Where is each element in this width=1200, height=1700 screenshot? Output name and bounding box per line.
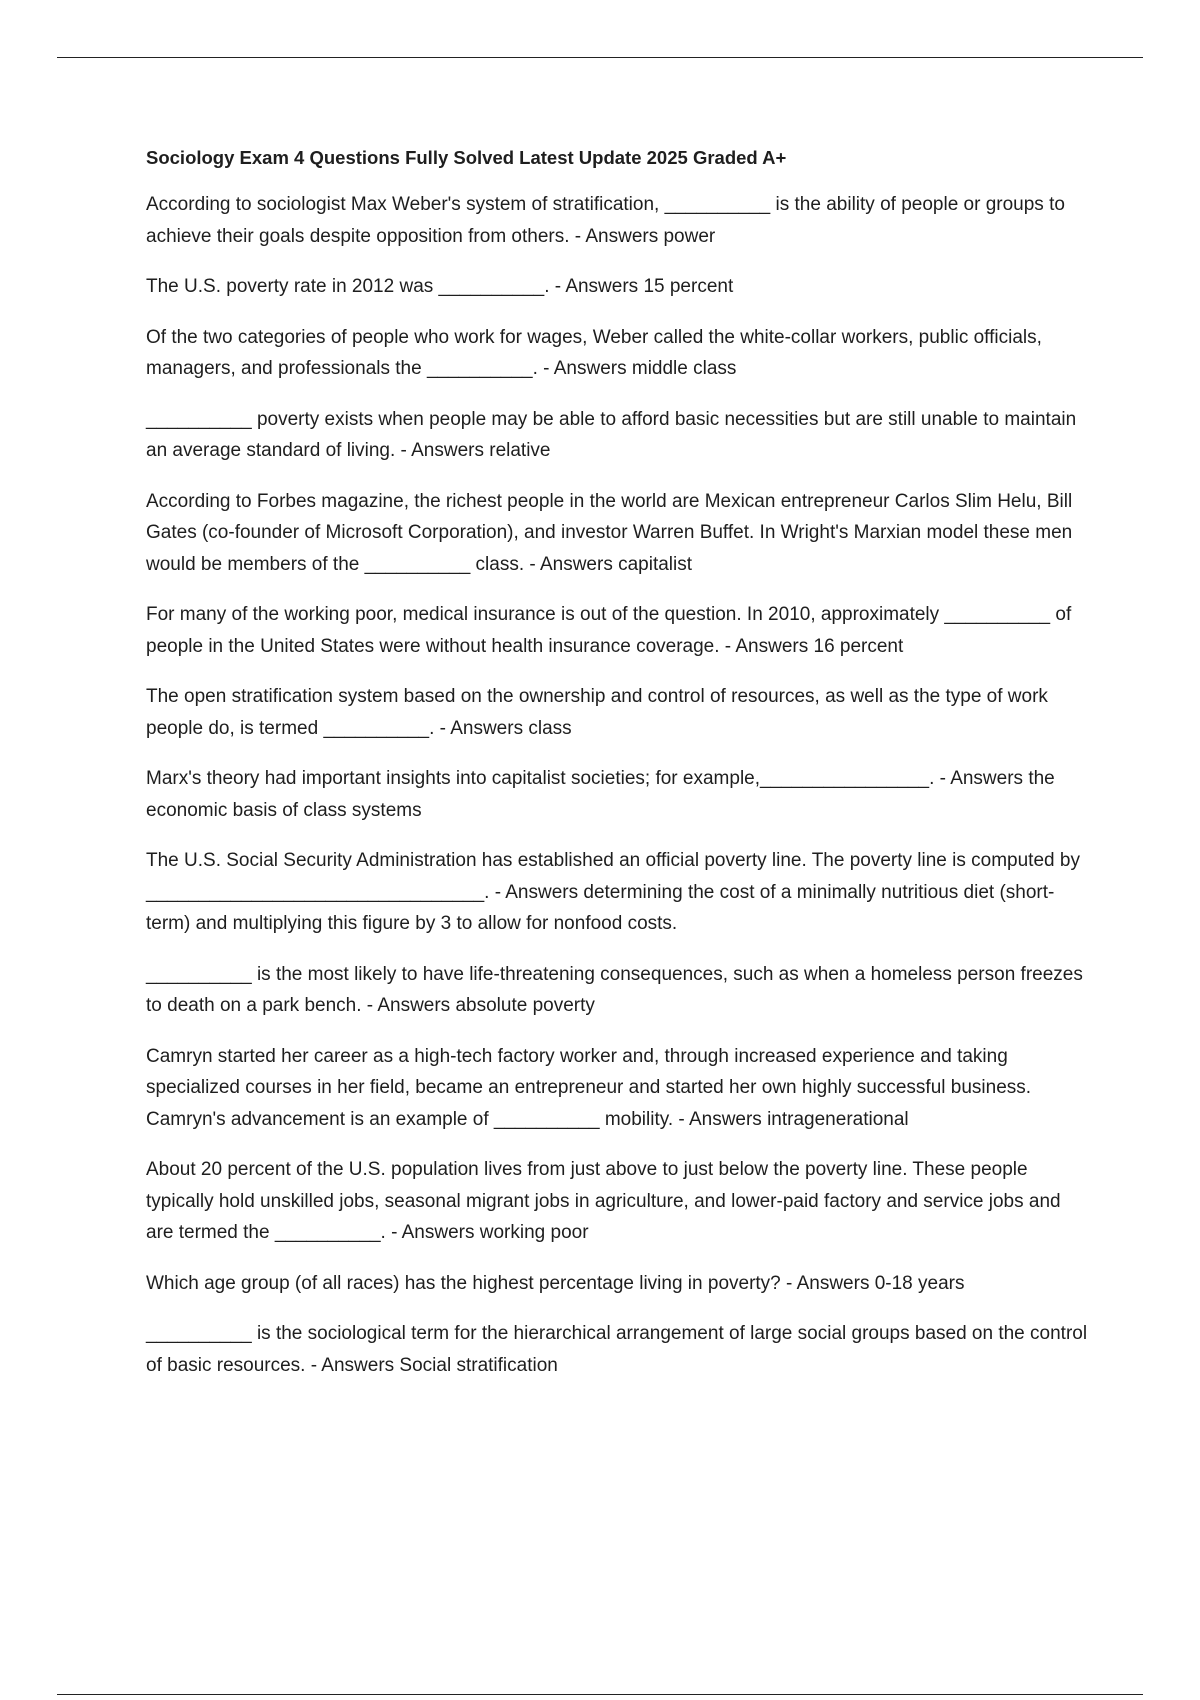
question-answer: The U.S. poverty rate in 2012 was __________. - Answers 15 percent [146, 276, 734, 297]
question-answer: Of the two categories of people who work for wages, Weber called the white-collar workers, public officials, managers, and professionals the __________. - Answers middle class [146, 326, 1042, 379]
question-answer: The open stratification system based on the ownership and control of resources, as well as the type of work people do, is termed __________. - Answers class [146, 686, 1048, 739]
question-answer: The U.S. Social Security Administration has established an official poverty line. The poverty line is computed by ________________________________. - Answers determining the cost of a minimally nutritious diet (short-term) and multiplying this figure by 3 to allow for nonfood costs. [146, 850, 1080, 934]
question-answer: According to Forbes magazine, the richest people in the world are Mexican entrepreneur Carlos Slim Helu, Bill Gates (co-founder of Microsoft Corporation), and investor Warren Buffet. In Wright's Marxian model these men would be members of the __________ class. - Answers capitalist [146, 490, 1073, 575]
question-answer: About 20 percent of the U.S. population lives from just above to just below the poverty line. These people typically hold unskilled jobs, seasonal migrant jobs in agriculture, and lower-paid factory and service jobs and are termed the __________. - Answers working poor [146, 1159, 1061, 1243]
bottom-rule [57, 1694, 1143, 1695]
question-answer: Marx's theory had important insights into capitalist societies; for example,________________. - Answers the economic basis of class systems [146, 768, 1055, 821]
top-rule [57, 57, 1143, 58]
document-body [146, 141, 1091, 1400]
question-answer: Which age group (of all races) has the highest percentage living in poverty? - Answers 0-18 years [146, 1272, 965, 1294]
question-answer: __________ is the sociological term for the hierarchical arrangement of large social groups based on the control of basic resources. - Answers Social stratification [146, 1323, 1088, 1376]
question-answer: __________ poverty exists when people may be able to afford basic necessities but are still unable to maintain an average standard of living. - Answers relative [146, 408, 1077, 461]
question-answer: According to sociologist Max Weber's system of stratification, __________ is the ability of people or groups to achieve their goals despite opposition from others. - Answers power [146, 194, 1065, 247]
document-title: Sociology Exam 4 Questions Fully Solved Latest Update 2025 Graded A+ [146, 147, 787, 168]
question-answer: For many of the working poor, medical insurance is out of the question. In 2010, approximately __________ of people in the United States were without health insurance coverage. - Answers 16 percent [146, 604, 1072, 657]
question-answer: __________ is the most likely to have life-threatening consequences, such as when a homeless person freezes to death on a park bench. - Answers absolute poverty [146, 963, 1083, 1016]
question-answer: Camryn started her career as a high-tech factory worker and, through increased experience and taking specialized courses in her field, became an entrepreneur and started her own highly successful business. Camryn's advancement is an example of __________ mobility. - Answers intragenerational [146, 1045, 1032, 1130]
